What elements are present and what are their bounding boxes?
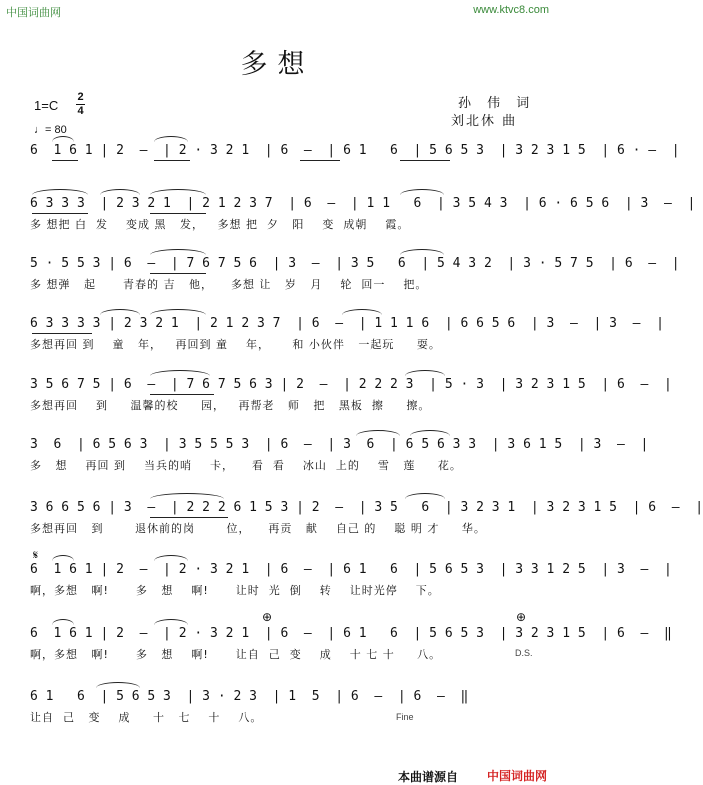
beam-line: [150, 213, 206, 214]
slur: [100, 309, 140, 315]
notation-row-5: 3 5 6 7 5 | 6 – | 7 6 7 5 6 3 | 2 – | 2 2 2 3 | 5 · 3 | 3 2 3 1 5 | 6 – |: [30, 377, 672, 392]
beam-line: [52, 160, 78, 161]
notation-row-2: 6 3 3 3 | 2 3 2 1 | 2 1 2 3 7 | 6 – | 1 1 6 | 3 5 4 3 | 6 · 6 5 6 | 3 – |: [30, 196, 696, 211]
coda-mark-right: ⊕: [516, 610, 527, 624]
footer-brand-link[interactable]: 中国词曲网: [487, 769, 548, 783]
lyric-row-10: 让自 己 变 成 十 七 十 八。: [30, 711, 263, 724]
notation-row-9: 6 1 6 1 | 2 – | 2 · 3 2 1 | 6 – | 6 1 6 | 5 6 5 3 | 3 2 3 1 5 | 6 – ‖: [30, 626, 672, 641]
slur: [154, 555, 188, 561]
notation-row-4: 6 3 3 3 3 | 2 3 2 1 | 2 1 2 3 7 | 6 – | 1 1 1 6 | 6 6 5 6 | 3 – | 3 – |: [30, 316, 664, 331]
composer-credit: 刘北休 曲: [451, 114, 518, 129]
footer-source-text: 本曲谱源自: [398, 770, 459, 784]
slur: [52, 136, 74, 142]
lyric-row-6: 多 想 再回 到 当兵的哨 卡， 看 看 冰山 上的 雪 莲 花。: [30, 459, 462, 472]
slur: [154, 619, 188, 625]
slur: [96, 682, 140, 688]
beam-line: [300, 160, 340, 161]
slur: [405, 493, 445, 499]
lyricist-credit: 孙 伟 词: [458, 96, 536, 111]
slur: [150, 370, 210, 376]
watermark-left: 中国词曲网: [6, 6, 61, 19]
key-signature: 1=C: [34, 98, 59, 113]
notation-row-10: 6 1 6 | 5 6 5 3 | 3 · 2 3 | 1 5 | 6 – | 6 – ‖: [30, 689, 469, 704]
lyric-row-9: 啊，多想 啊! 多 想 啊! 让自 己 变 成 十 七 十 八。: [30, 648, 442, 661]
beam-line: [150, 394, 214, 395]
song-title: 多想: [240, 49, 315, 80]
slur: [32, 189, 88, 195]
slur: [356, 430, 400, 436]
meter-top: 2: [77, 91, 84, 103]
slur: [150, 249, 206, 255]
notation-row-1: 6 1 6 1 | 2 – | 2 · 3 2 1 | 6 – | 6 1 6 | 5 6 5 3 | 3 2 3 1 5 | 6 · – |: [30, 143, 680, 158]
lyric-row-8: 啊，多想 啊! 多 想 啊! 让时 光 倒 转 让时光停 下。: [30, 584, 440, 597]
ds-mark: D.S.: [515, 648, 533, 658]
slur: [154, 136, 188, 142]
tempo-marking: ♩= 80: [34, 124, 67, 136]
notation-row-6: 3 6 | 6 5 6 3 | 3 5 5 5 3 | 6 – | 3 6 | 6 5 6 3 3 | 3 6 1 5 | 3 – |: [30, 437, 649, 452]
lyric-row-5: 多想再回 到 温馨的校 园， 再帮老 师 把 黑板 擦 擦。: [30, 399, 431, 412]
meter-bottom: 4: [77, 105, 84, 117]
slur: [150, 189, 206, 195]
slur: [52, 619, 74, 625]
beam-line: [32, 213, 88, 214]
beam-line: [154, 160, 190, 161]
watermark-right: www.ktvc8.com: [473, 4, 549, 16]
slur: [405, 370, 445, 376]
time-signature: [76, 92, 85, 117]
beam-line: [400, 160, 450, 161]
lyric-row-2: 多 想把 白 发 变成 黑 发， 多想 把 夕 阳 变 成朝 霞。: [30, 218, 410, 231]
slur: [400, 249, 444, 255]
slur: [150, 493, 224, 499]
notation-row-7: 3 6 6 5 6 | 3 – | 2 2 2 6 1 5 3 | 2 – | 3 5 6 | 3 2 3 1 | 3 2 3 1 5 | 6 – |: [30, 500, 703, 515]
notation-row-8: 6 1 6 1 | 2 – | 2 · 3 2 1 | 6 – | 6 1 6 | 5 6 5 3 | 3 3 1 2 5 | 3 – |: [30, 562, 672, 577]
slur: [410, 430, 450, 436]
fine-mark: Fine: [396, 712, 414, 722]
coda-mark-left: ⊕: [262, 610, 273, 624]
beam-line: [150, 273, 206, 274]
lyric-row-3: 多 想弹 起 青春的 吉 他， 多想 让 岁 月 轮 回一 把。: [30, 278, 428, 291]
lyric-row-7: 多想再回 到 退休前的岗 位， 再贡 献 自己 的 聪 明 才 华。: [30, 522, 486, 535]
beam-line: [32, 333, 92, 334]
notation-row-3: 5 · 5 5 3 | 6 – | 7 6 7 5 6 | 3 – | 3 5 6 | 5 4 3 2 | 3 · 5 7 5 | 6 – |: [30, 256, 680, 271]
beam-line: [150, 517, 228, 518]
slur: [400, 189, 444, 195]
slur: [52, 555, 74, 561]
slur: [342, 309, 382, 315]
slur: [100, 189, 140, 195]
slur: [150, 309, 206, 315]
segno-mark: 𝄋: [33, 548, 39, 562]
lyric-row-4: 多想再回 到 童 年， 再回到 童 年， 和 小伙伴 一起玩 耍。: [30, 338, 441, 351]
